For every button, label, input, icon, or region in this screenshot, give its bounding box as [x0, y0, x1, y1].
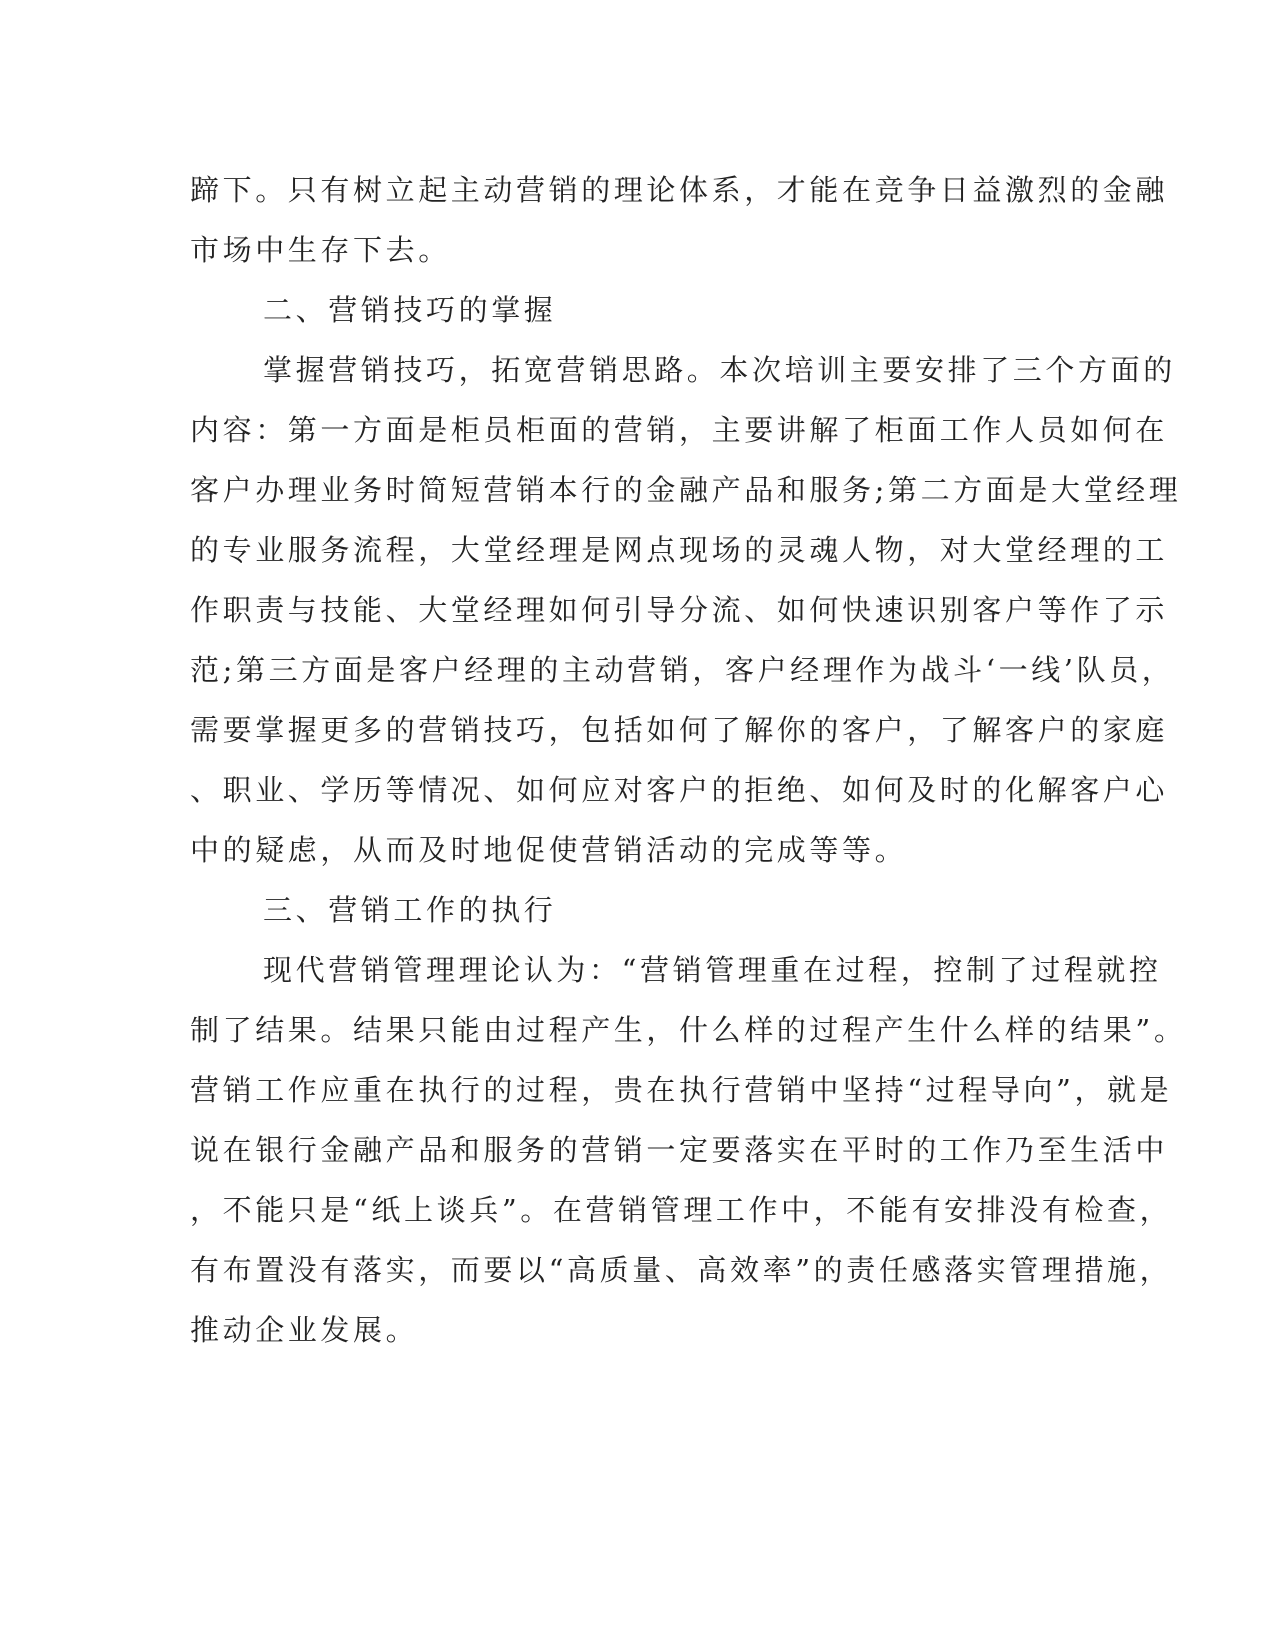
text-line: 有布置没有落实，而要以“高质量、高效率”的责任感落实管理措施，	[190, 1253, 1173, 1287]
text-line: 制了结果。结果只能由过程产生，什么样的过程产生什么样的结果”。	[190, 1013, 1187, 1047]
text-line: 说在银行金融产品和服务的营销一定要落实在平时的工作乃至生活中	[190, 1133, 1169, 1167]
text-line: 蹄下。只有树立起主动营销的理论体系，才能在竞争日益激烈的金融	[190, 173, 1169, 207]
text-line: 营销工作应重在执行的过程，贵在执行营销中坚持“过程导向”，就是	[190, 1073, 1173, 1107]
text-line: 需要掌握更多的营销技巧，包括如何了解你的客户，了解客户的家庭	[190, 713, 1169, 747]
text-line: 范;第三方面是客户经理的主动营销，客户经理作为战斗‘一线’队员，	[190, 653, 1175, 687]
section-heading: 二、营销技巧的掌握	[263, 293, 557, 327]
section-heading: 三、营销工作的执行	[263, 893, 557, 927]
text-line: 掌握营销技巧，拓宽营销思路。本次培训主要安排了三个方面的	[263, 353, 1176, 387]
text-line: 现代营销管理理论认为：“营销管理重在过程，控制了过程就控	[263, 953, 1162, 987]
text-line: 客户办理业务时简短营销本行的金融产品和服务;第二方面是大堂经理	[190, 473, 1182, 507]
document-body	[190, 160, 1187, 1360]
text-line: 中的疑虑，从而及时地促使营销活动的完成等等。	[190, 833, 908, 867]
text-line: 、职业、学历等情况、如何应对客户的拒绝、如何及时的化解客户心	[190, 773, 1169, 807]
text-line: 内容：第一方面是柜员柜面的营销，主要讲解了柜面工作人员如何在	[190, 413, 1169, 447]
text-line: 推动企业发展。	[190, 1313, 419, 1347]
text-line: ，不能只是“纸上谈兵”。在营销管理工作中，不能有安排没有检查，	[190, 1193, 1173, 1227]
text-line: 的专业服务流程，大堂经理是网点现场的灵魂人物，对大堂经理的工	[190, 533, 1169, 567]
text-line: 作职责与技能、大堂经理如何引导分流、如何快速识别客户等作了示	[190, 593, 1169, 627]
text-line: 市场中生存下去。	[190, 233, 451, 267]
